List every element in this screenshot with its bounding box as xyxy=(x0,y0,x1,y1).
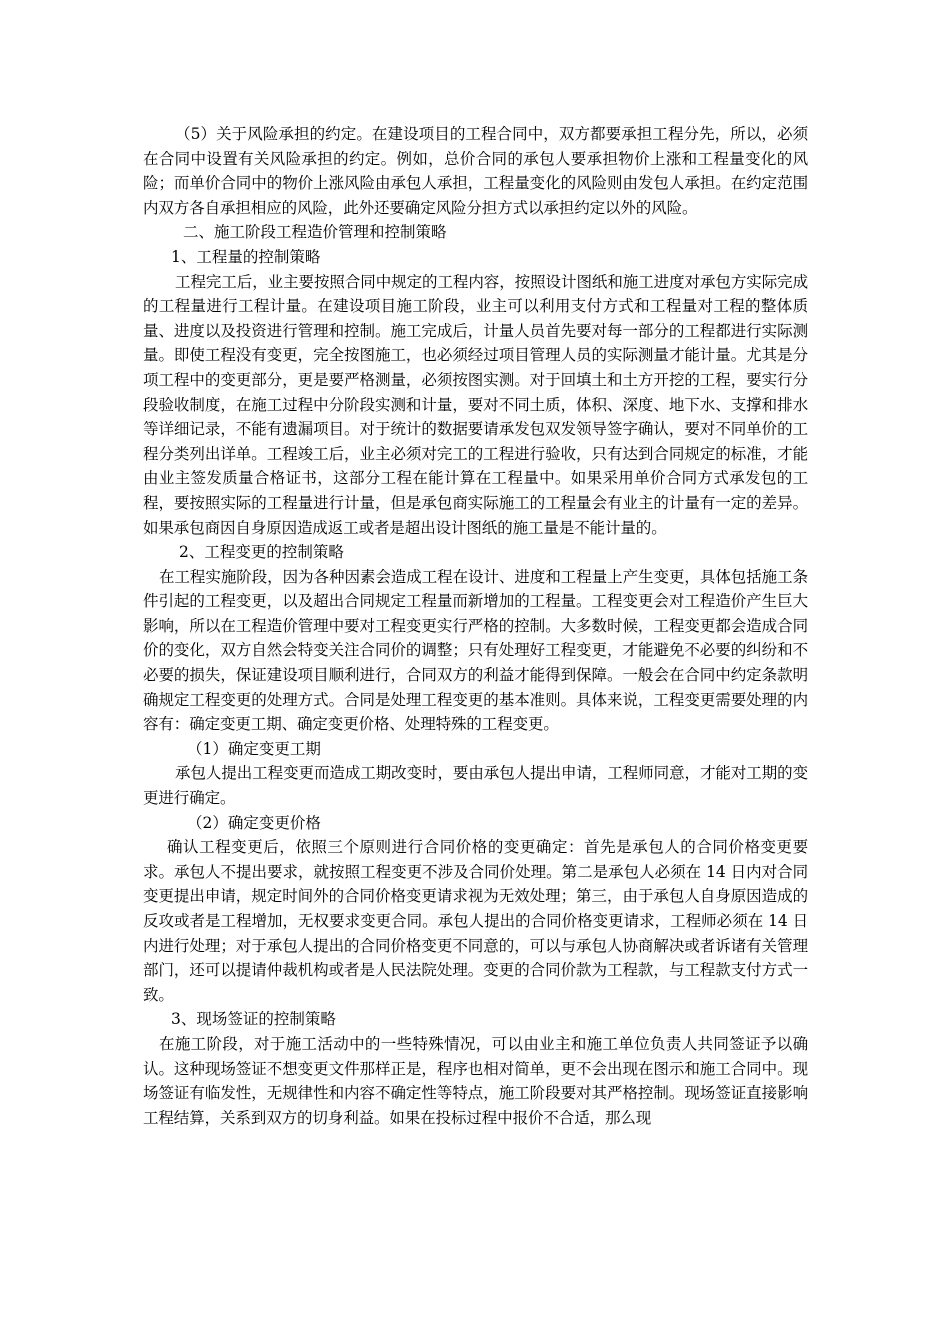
paragraph-risk-agreement: （5）关于风险承担的约定。在建设项目的工程合同中，双方都要承担工程分先，所以，必须在合同中设置有关风险承担的约定。例如，总价合同的承包人要承担物价上涨和工程量变化的风险；而单价合同中的物价上涨风险由承包人承担，工程量变化的风险则由发包人承担。在约定范围内双方各自承担相应的风险，此外还要确定风险分担方式以承担约定以外的风险。 xyxy=(143,125,808,217)
paragraph-quantity-control: 工程完工后，业主要按照合同中规定的工程内容，按照设计图纸和施工进度对承包方实际完成的工程量进行工程计量。在建设项目施工阶段，业主可以利用支付方式和工程量对工程的整体质量、进度以及投资进行管理和控制。施工完成后，计量人员首先要对每一部分的工程都进行实际测量。即使工程没有变更，完全按图施工，也必须经过项目管理人员的实际测量才能计量。尤其是分项工程中的变更部分，更是要严格测量，必须按图实测。对于回填土和土方开挖的工程，要实行分段验收制度，在施工过程中分阶段实测和计量，要对不同土质，体积、深度、地下水、支撑和排水等详细记录，不能有遗漏项目。对于统计的数据要请承发包双发领导签字确认，要对不同单价的工程分类列出详单。工程竣工后，业主必须对完工的工程进行验收，只有达到合同规定的标准，才能由业主签发质量合格证书，这部分工程在能计算在工程量中。如果采用单价合同方式承发包的工程，要按照实际的工程量进行计量，但是承包商实际施工的工程量会有业主的计量有一定的差异。如果承包商因自身原因造成返工或者是超出设计图纸的施工量是不能计量的。 xyxy=(143,272,808,537)
paragraph-site-visa-control: 在施工阶段，对于施工活动中的一些特殊情况，可以由业主和施工单位负责人共同签证予以确认。这种现场签证不想变更文件那样正是，程序也相对简单，更不会出现在图示和施工合同中。现场签证有临发性，无规律性和内容不确定性等特点，施工阶段要对其严格控制。现场签证直接影响工程结算，关系到双方的切身利益。如果在投标过程中报价不合适，那么现 xyxy=(143,1034,808,1127)
paragraph-change-price: 确认工程变更后，依照三个原则进行合同价格的变更确定：首先是承包人的合同价格变更要求。承包人不提出要求，就按照工程变更不涉及合同价处理。第二是承包人必须在 14 日内对合同变更提出申请，规定时间外的合同价格变更请求视为无效处理；第三，由于承包人自身原因造成的反攻或者是工程增加，无权要求变更合同。承包人提出的合同价格变更请求，工程师必须在 14 日内进行处理；对于承包人提出的合同价格变更不同意的，可以与承包人协商解决或者诉诸有关管理部门，还可以提请仲裁机构或者是人民法院处理。变更的合同价款为工程款，与工程款支付方式一致。 xyxy=(143,838,808,1004)
paragraph-change-period: 承包人提出工程变更而造成工期改变时，要由承包人提出申请，工程师同意，才能对工期的变更进行确定。 xyxy=(143,764,808,808)
subheading-change-control: 2、工程变更的控制策略 xyxy=(179,543,344,562)
subheading-site-visa-control: 3、现场签证的控制策略 xyxy=(171,1010,336,1029)
section-heading-construction-phase: 二、施工阶段工程造价管理和控制策略 xyxy=(183,223,447,242)
document-body xyxy=(143,122,808,1130)
item-heading-change-price: （2）确定变更价格 xyxy=(187,813,321,832)
paragraph-change-control: 在工程实施阶段，因为各种因素会造成工程在设计、进度和工程量上产生变更，具体包括施工条件引起的工程变更，以及超出合同规定工程量而新增加的工程量。工程变更会对工程造价产生巨大影响，所以在工程造价管理中要对工程变更实行严格的控制。大多数时候，工程变更都会造成合同价的变化，双方自然会特变关注合同价的调整；只有处理好工程变更，才能避免不必要的纠纷和不必要的损失，保证建设项目顺利进行，合同双方的利益才能得到保障。一般会在合同中约定条款明确规定工程变更的处理方式。合同是处理工程变更的基本准则。具体来说，工程变更需要处理的内容有：确定变更工期、确定变更价格、处理特殊的工程变更。 xyxy=(143,567,808,734)
subheading-quantity-control: 1、工程量的控制策略 xyxy=(171,247,321,266)
item-heading-change-period: （1）确定变更工期 xyxy=(187,739,321,758)
